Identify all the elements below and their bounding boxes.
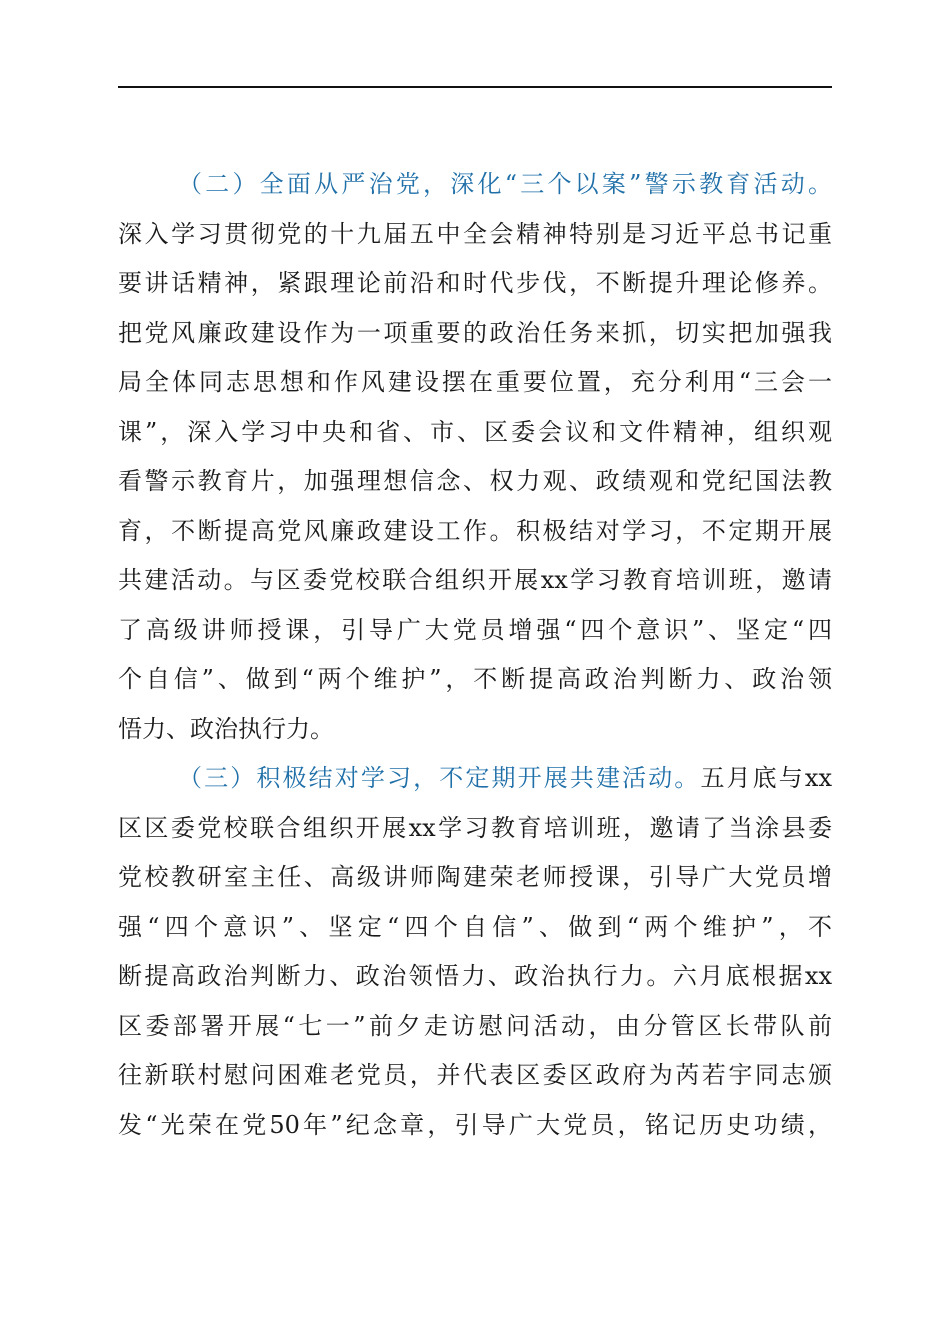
paragraph-line: 发“光荣在党50年”纪念章，引导广大党员，铭记历史功绩， — [118, 1110, 832, 1139]
paragraph-line: 局全体同志思想和作风建设摆在重要位置，充分利用“三会一 — [118, 368, 832, 396]
paragraph-line: 悟力、政治执行力。 — [118, 714, 334, 743]
paragraph-text: 五月底与xx — [700, 764, 832, 792]
section-3-heading: （三）积极结对学习，不定期开展共建活动。 — [178, 764, 701, 792]
paragraph-line: 区区委党校联合组织开展xx学习教育培训班，邀请了当涂县委 — [118, 813, 832, 842]
paragraph-line: 了高级讲师授课，引导广大党员增强“四个意识”、坚定“四 — [118, 615, 832, 644]
paragraph-line: 课”，深入学习中央和省、市、区委会议和文件精神，组织观 — [118, 417, 832, 446]
section-2-heading-line — [118, 160, 832, 210]
paragraph-line: 共建活动。与区委党校联合组织开展xx学习教育培训班，邀请 — [118, 566, 832, 594]
paragraph-line: 育，不断提高党风廉政建设工作。积极结对学习，不定期开展 — [118, 516, 832, 545]
paragraph-line: 往新联村慰问困难老党员，并代表区委区政府为芮若宇同志颁 — [118, 1061, 832, 1089]
section-2-heading: （二）全面从严治党，深化“三个以案”警示教育活动。 — [178, 170, 832, 198]
paragraph-line: 看警示教育片，加强理想信念、权力观、政绩观和党纪国法教 — [118, 467, 832, 495]
document-body — [118, 160, 832, 1150]
paragraph-line: 党校教研室主任、高级讲师陶建荣老师授课，引导广大党员增 — [118, 863, 832, 891]
paragraph-line: 个自信”、做到“两个维护”，不断提高政治判断力、政治领 — [118, 665, 832, 693]
paragraph-line: 把党风廉政建设作为一项重要的政治任务来抓，切实把加强我 — [118, 318, 832, 347]
paragraph-line: 断提高政治判断力、政治领悟力、政治执行力。六月底根据xx — [118, 962, 832, 990]
paragraph-line: 区委部署开展“七一”前夕走访慰问活动，由分管区长带队前 — [118, 1011, 832, 1040]
paragraph-line: 深入学习贯彻党的十九届五中全会精神特别是习近平总书记重 — [118, 219, 832, 248]
header-rule — [118, 86, 832, 88]
paragraph-line: 要讲话精神，紧跟理论前沿和时代步伐，不断提升理论修养。 — [118, 269, 832, 297]
section-3-heading-line — [118, 754, 832, 804]
paragraph-line: 强“四个意识”、坚定“四个自信”、做到“两个维护”，不 — [118, 912, 832, 941]
